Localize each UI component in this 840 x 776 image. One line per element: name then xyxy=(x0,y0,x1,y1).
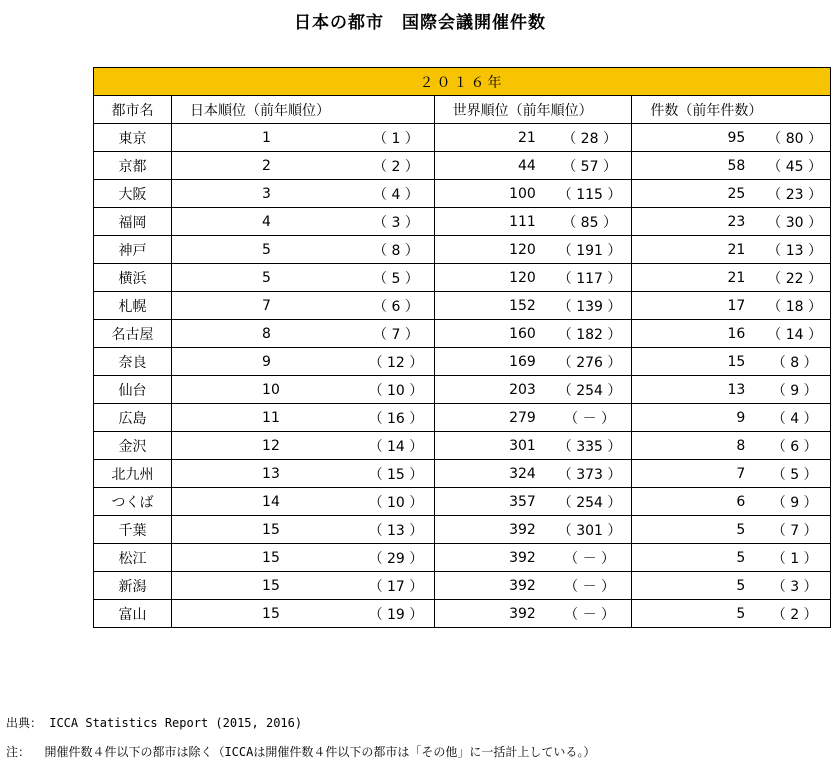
prev-count-cell: （ 14 ） xyxy=(759,320,830,348)
table-row xyxy=(94,320,831,348)
count-cell: 95 xyxy=(632,124,759,152)
prev-count-cell: （ 13 ） xyxy=(759,236,830,264)
prev-count-cell: （ 18 ） xyxy=(759,292,830,320)
city-cell: 新潟 xyxy=(94,572,172,600)
world-prev-rank-cell: （ 191 ） xyxy=(548,236,632,264)
header-world-rank: 世界順位（前年順位） xyxy=(434,96,632,124)
prev-count-cell: （ 1 ） xyxy=(759,544,830,572)
japan-rank-cell: 8 xyxy=(172,320,359,348)
table-row xyxy=(94,600,831,628)
japan-rank-cell: 15 xyxy=(172,572,359,600)
japan-prev-rank-cell: （ 5 ） xyxy=(358,264,434,292)
prev-count-cell: （ 45 ） xyxy=(759,152,830,180)
year-header-row xyxy=(94,68,831,96)
table-row xyxy=(94,516,831,544)
japan-rank-cell: 5 xyxy=(172,236,359,264)
japan-rank-cell: 1 xyxy=(172,124,359,152)
city-cell: 金沢 xyxy=(94,432,172,460)
japan-prev-rank-cell: （ 3 ） xyxy=(358,208,434,236)
count-cell: 7 xyxy=(632,460,759,488)
world-rank-cell: 120 xyxy=(434,264,548,292)
table-row xyxy=(94,152,831,180)
world-rank-cell: 169 xyxy=(434,348,548,376)
japan-rank-cell: 2 xyxy=(172,152,359,180)
japan-rank-cell: 13 xyxy=(172,460,359,488)
world-rank-cell: 160 xyxy=(434,320,548,348)
world-prev-rank-cell: （ － ） xyxy=(548,404,632,432)
count-cell: 25 xyxy=(632,180,759,208)
world-prev-rank-cell: （ 115 ） xyxy=(548,180,632,208)
city-cell: 北九州 xyxy=(94,460,172,488)
city-cell: 奈良 xyxy=(94,348,172,376)
header-japan-rank: 日本順位（前年順位） xyxy=(172,96,435,124)
world-prev-rank-cell: （ 301 ） xyxy=(548,516,632,544)
japan-prev-rank-cell: （ 15 ） xyxy=(358,460,434,488)
prev-count-cell: （ 9 ） xyxy=(759,488,830,516)
japan-rank-cell: 15 xyxy=(172,516,359,544)
japan-prev-rank-cell: （ 8 ） xyxy=(358,236,434,264)
world-prev-rank-cell: （ － ） xyxy=(548,600,632,628)
table-body xyxy=(94,124,831,628)
japan-prev-rank-cell: （ 10 ） xyxy=(358,488,434,516)
world-rank-cell: 357 xyxy=(434,488,548,516)
table-row xyxy=(94,432,831,460)
world-prev-rank-cell: （ 117 ） xyxy=(548,264,632,292)
city-cell: 大阪 xyxy=(94,180,172,208)
prev-count-cell: （ 6 ） xyxy=(759,432,830,460)
world-prev-rank-cell: （ 276 ） xyxy=(548,348,632,376)
japan-prev-rank-cell: （ 7 ） xyxy=(358,320,434,348)
conference-table xyxy=(93,67,831,628)
world-prev-rank-cell: （ 373 ） xyxy=(548,460,632,488)
world-rank-cell: 152 xyxy=(434,292,548,320)
city-cell: 仙台 xyxy=(94,376,172,404)
world-rank-cell: 203 xyxy=(434,376,548,404)
world-prev-rank-cell: （ 335 ） xyxy=(548,432,632,460)
count-cell: 9 xyxy=(632,404,759,432)
count-cell: 13 xyxy=(632,376,759,404)
world-rank-cell: 324 xyxy=(434,460,548,488)
japan-rank-cell: 12 xyxy=(172,432,359,460)
world-rank-cell: 392 xyxy=(434,516,548,544)
japan-prev-rank-cell: （ 12 ） xyxy=(358,348,434,376)
world-prev-rank-cell: （ － ） xyxy=(548,572,632,600)
city-cell: 富山 xyxy=(94,600,172,628)
world-prev-rank-cell: （ 254 ） xyxy=(548,376,632,404)
city-cell: 横浜 xyxy=(94,264,172,292)
prev-count-cell: （ 30 ） xyxy=(759,208,830,236)
japan-rank-cell: 5 xyxy=(172,264,359,292)
japan-prev-rank-cell: （ 14 ） xyxy=(358,432,434,460)
japan-rank-cell: 4 xyxy=(172,208,359,236)
world-rank-cell: 301 xyxy=(434,432,548,460)
city-cell: 東京 xyxy=(94,124,172,152)
city-cell: つくば xyxy=(94,488,172,516)
count-cell: 8 xyxy=(632,432,759,460)
table-row xyxy=(94,236,831,264)
header-city: 都市名 xyxy=(94,96,172,124)
count-cell: 23 xyxy=(632,208,759,236)
count-cell: 6 xyxy=(632,488,759,516)
world-rank-cell: 392 xyxy=(434,600,548,628)
world-prev-rank-cell: （ 139 ） xyxy=(548,292,632,320)
japan-rank-cell: 9 xyxy=(172,348,359,376)
prev-count-cell: （ 22 ） xyxy=(759,264,830,292)
count-cell: 17 xyxy=(632,292,759,320)
table-row xyxy=(94,404,831,432)
japan-rank-cell: 3 xyxy=(172,180,359,208)
japan-rank-cell: 15 xyxy=(172,600,359,628)
japan-prev-rank-cell: （ 2 ） xyxy=(358,152,434,180)
prev-count-cell: （ 8 ） xyxy=(759,348,830,376)
japan-prev-rank-cell: （ 29 ） xyxy=(358,544,434,572)
year-header: ２０１６年 xyxy=(94,68,831,96)
table-row xyxy=(94,572,831,600)
japan-prev-rank-cell: （ 13 ） xyxy=(358,516,434,544)
city-cell: 神戸 xyxy=(94,236,172,264)
world-rank-cell: 392 xyxy=(434,544,548,572)
japan-rank-cell: 15 xyxy=(172,544,359,572)
count-cell: 5 xyxy=(632,600,759,628)
table-row xyxy=(94,208,831,236)
world-prev-rank-cell: （ 28 ） xyxy=(548,124,632,152)
count-cell: 16 xyxy=(632,320,759,348)
column-header-row xyxy=(94,96,831,124)
japan-rank-cell: 7 xyxy=(172,292,359,320)
world-rank-cell: 279 xyxy=(434,404,548,432)
world-prev-rank-cell: （ 254 ） xyxy=(548,488,632,516)
prev-count-cell: （ 5 ） xyxy=(759,460,830,488)
count-cell: 15 xyxy=(632,348,759,376)
table-row xyxy=(94,460,831,488)
prev-count-cell: （ 2 ） xyxy=(759,600,830,628)
city-cell: 千葉 xyxy=(94,516,172,544)
prev-count-cell: （ 80 ） xyxy=(759,124,830,152)
count-cell: 21 xyxy=(632,236,759,264)
city-cell: 京都 xyxy=(94,152,172,180)
japan-prev-rank-cell: （ 19 ） xyxy=(358,600,434,628)
japan-prev-rank-cell: （ 6 ） xyxy=(358,292,434,320)
table-row xyxy=(94,124,831,152)
japan-prev-rank-cell: （ 1 ） xyxy=(358,124,434,152)
prev-count-cell: （ 3 ） xyxy=(759,572,830,600)
japan-prev-rank-cell: （ 4 ） xyxy=(358,180,434,208)
source-note: 出典： ICCA Statistics Report (2015, 2016) xyxy=(6,716,303,730)
japan-prev-rank-cell: （ 10 ） xyxy=(358,376,434,404)
prev-count-cell: （ 7 ） xyxy=(759,516,830,544)
world-rank-cell: 392 xyxy=(434,572,548,600)
city-cell: 名古屋 xyxy=(94,320,172,348)
world-rank-cell: 44 xyxy=(434,152,548,180)
city-cell: 広島 xyxy=(94,404,172,432)
count-cell: 5 xyxy=(632,516,759,544)
world-prev-rank-cell: （ 182 ） xyxy=(548,320,632,348)
table-row xyxy=(94,376,831,404)
japan-prev-rank-cell: （ 16 ） xyxy=(358,404,434,432)
table-row xyxy=(94,544,831,572)
count-cell: 58 xyxy=(632,152,759,180)
world-rank-cell: 111 xyxy=(434,208,548,236)
table-row xyxy=(94,180,831,208)
exclusion-note: 注： 開催件数４件以下の都市は除く（ICCAは開催件数４件以下の都市は「その他」に一括計上している。） xyxy=(6,745,596,759)
world-prev-rank-cell: （ 57 ） xyxy=(548,152,632,180)
prev-count-cell: （ 4 ） xyxy=(759,404,830,432)
city-cell: 松江 xyxy=(94,544,172,572)
count-cell: 5 xyxy=(632,544,759,572)
city-cell: 福岡 xyxy=(94,208,172,236)
japan-prev-rank-cell: （ 17 ） xyxy=(358,572,434,600)
world-prev-rank-cell: （ 85 ） xyxy=(548,208,632,236)
japan-rank-cell: 14 xyxy=(172,488,359,516)
prev-count-cell: （ 9 ） xyxy=(759,376,830,404)
table-row xyxy=(94,488,831,516)
world-rank-cell: 100 xyxy=(434,180,548,208)
world-rank-cell: 120 xyxy=(434,236,548,264)
table-row xyxy=(94,292,831,320)
japan-rank-cell: 10 xyxy=(172,376,359,404)
city-cell: 札幌 xyxy=(94,292,172,320)
table-row xyxy=(94,348,831,376)
count-cell: 21 xyxy=(632,264,759,292)
world-prev-rank-cell: （ － ） xyxy=(548,544,632,572)
world-rank-cell: 21 xyxy=(434,124,548,152)
page-title: 日本の都市 国際会議開催件数 xyxy=(294,13,546,33)
japan-rank-cell: 11 xyxy=(172,404,359,432)
prev-count-cell: （ 23 ） xyxy=(759,180,830,208)
table-row xyxy=(94,264,831,292)
header-count: 件数（前年件数） xyxy=(632,96,831,124)
count-cell: 5 xyxy=(632,572,759,600)
